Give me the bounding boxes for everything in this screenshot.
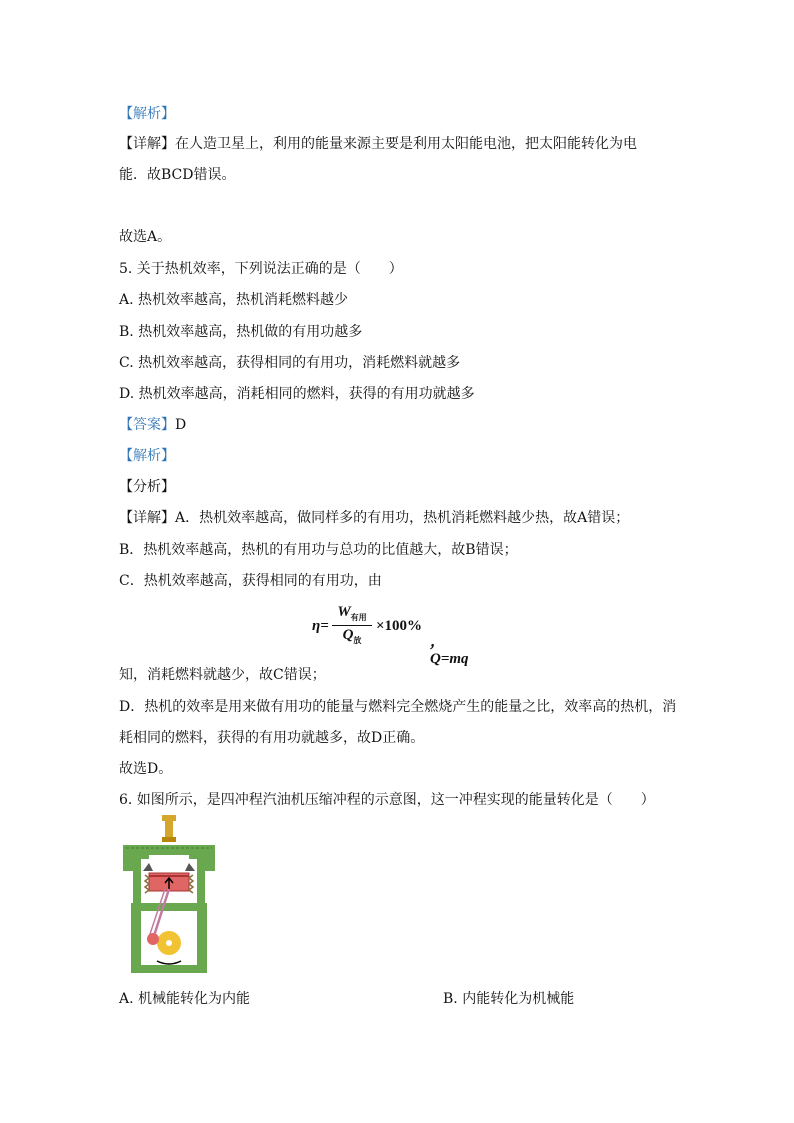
spark-plug-top <box>162 815 176 821</box>
answer-tag: 【答案】 <box>119 417 175 433</box>
cylinder-wall-left <box>133 859 141 907</box>
crankpin <box>147 933 159 945</box>
question-stem: 6. 如图所示，是四冲程汽油机压缩冲程的示意图，这一冲程实现的能量转化是（ ） <box>119 792 655 808</box>
detail-line <box>119 509 629 527</box>
formula-numerator: $W_{有用}$ <box>332 604 372 626</box>
option-a: A. 热机效率越高，热机消耗燃料越少 <box>119 292 349 308</box>
formula-fraction <box>332 604 372 646</box>
cylinder-wall-right <box>197 859 205 907</box>
detail-line: 【详解】在人造卫星上，利用的能量来源主要是利用太阳能电池，把太阳能转化为电 <box>119 136 637 152</box>
detail-tag: 【详解】 <box>119 510 175 526</box>
detail-d1: D．热机的效率是用来做有用功的能量与燃料完全燃烧产生的能量之比，效率高的热机，消 <box>119 699 677 715</box>
detail-a: A．热机效率越高，做同样多的有用功，热机消耗燃料越少热，故A错误； <box>175 510 630 526</box>
valve-spring-right <box>189 875 193 893</box>
formula-denominator: $Q_放$ <box>342 627 362 645</box>
option-b: B. 热机效率越高，热机做的有用功越多 <box>119 324 363 340</box>
analysis-subtag: 【分析】 <box>119 479 175 495</box>
option-a: A. 机械能转化为内能 <box>119 991 251 1007</box>
rotation-arrow-icon <box>157 961 181 964</box>
detail-d2: 耗相同的燃料，获得的有用功就越多，故D正确。 <box>119 730 425 746</box>
conclusion: 故选D。 <box>119 761 173 777</box>
conclusion: 故选A。 <box>119 229 172 245</box>
analysis-tag: 【解析】 <box>119 448 175 464</box>
detail-line: 能．故BCD错误。 <box>119 167 236 183</box>
formula-eta: η= <box>312 618 329 634</box>
engine-compression-stroke-diagram <box>119 815 219 975</box>
answer-value: D <box>175 417 187 433</box>
spark-plug-base <box>162 837 176 842</box>
formula-heat: ，Q=mq <box>430 634 469 667</box>
valve-spring-left <box>145 875 149 893</box>
answer-line <box>119 416 186 434</box>
option-c: C. 热机效率越高，获得相同的有用功，消耗燃料就越多 <box>119 355 461 371</box>
question-stem: 5. 关于热机效率，下列说法正确的是（ ） <box>119 261 403 277</box>
detail-c: C．热机效率越高，获得相同的有用功，由 <box>119 573 382 589</box>
detail-c2: 知，消耗燃料就越少，故C错误； <box>119 667 326 683</box>
option-b: B. 内能转化为机械能 <box>443 991 575 1007</box>
option-d: D. 热机效率越高，消耗相同的燃料，获得的有用功就越多 <box>119 386 475 402</box>
spark-plug-body <box>165 821 173 837</box>
analysis-tag: 【解析】 <box>119 106 175 122</box>
formula-times: ×100% <box>376 618 423 634</box>
detail-b: B．热机效率越高，热机的有用功与总功的比值越大，故B错误； <box>119 542 518 558</box>
